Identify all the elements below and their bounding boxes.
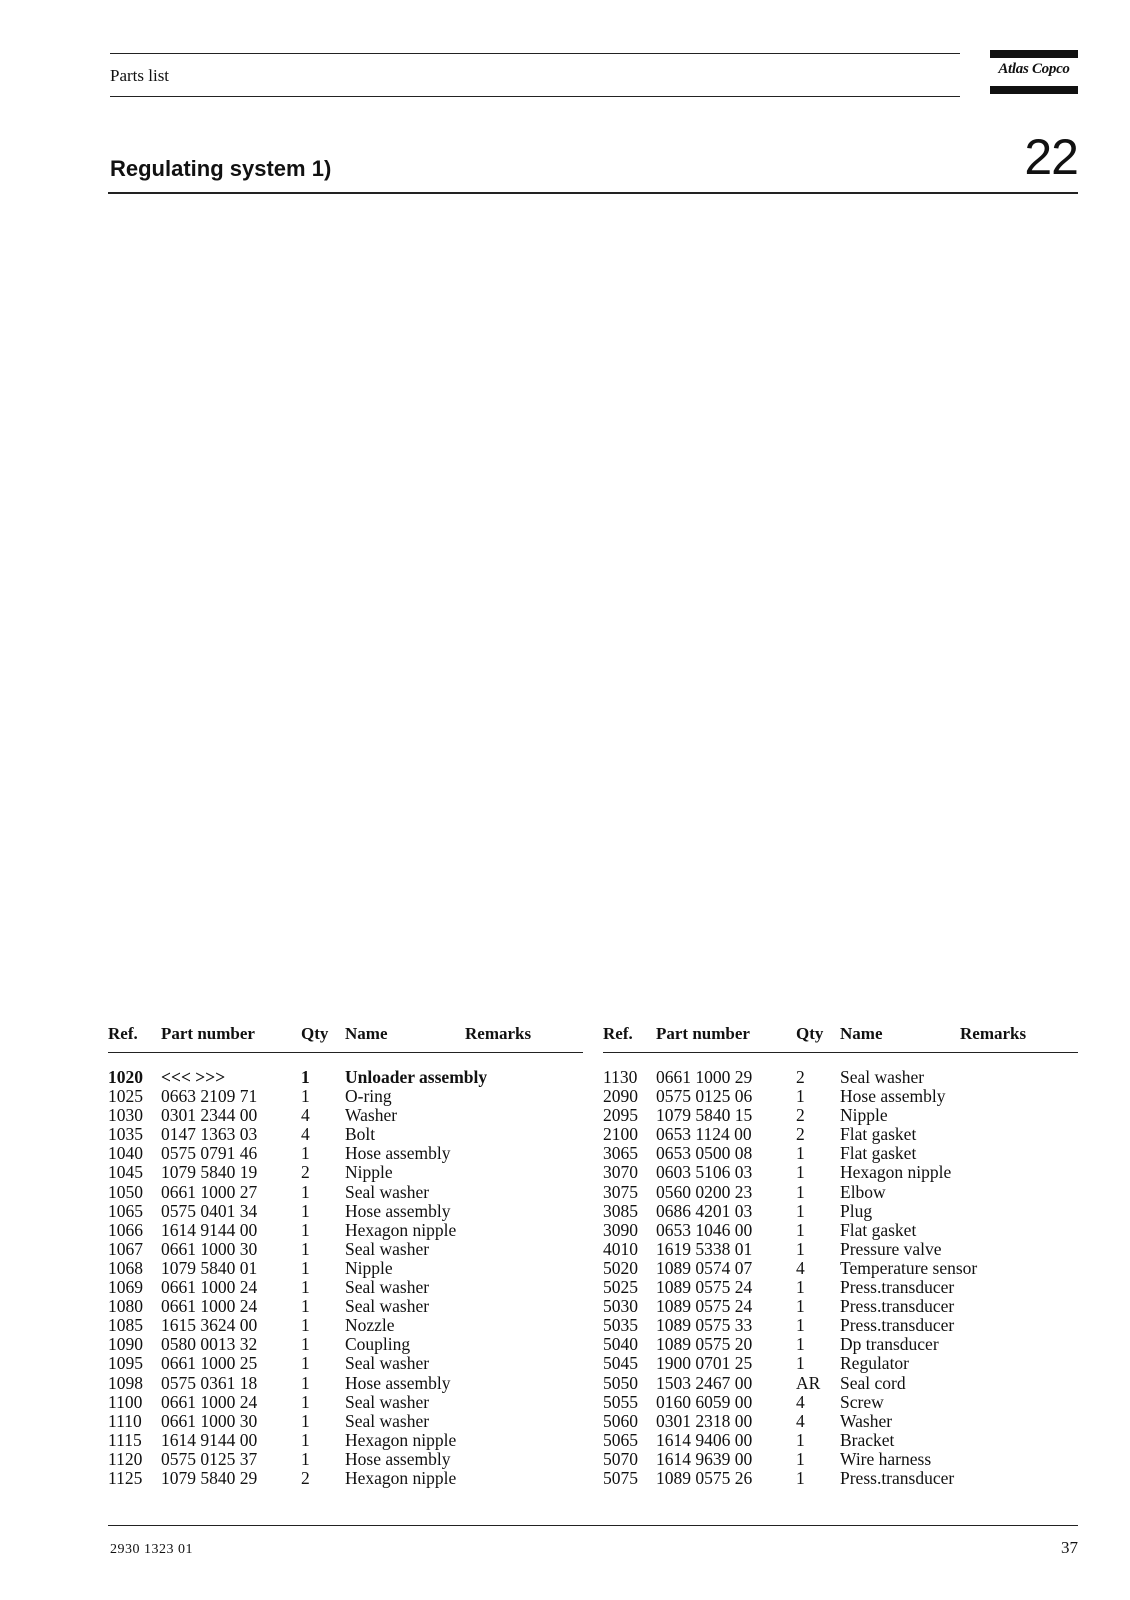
cell-qty: 1 bbox=[796, 1429, 805, 1450]
cell-part-number: 0301 2344 00 bbox=[161, 1105, 258, 1126]
section-number: 22 bbox=[1024, 129, 1078, 185]
cell-name: Hexagon nipple bbox=[345, 1219, 457, 1240]
table-row bbox=[108, 1431, 583, 1450]
cell-part-number: 1614 9144 00 bbox=[161, 1219, 258, 1240]
cell-name: Elbow bbox=[840, 1181, 886, 1202]
table-row bbox=[603, 1469, 1078, 1488]
table-row bbox=[108, 1412, 583, 1431]
table-row bbox=[603, 1393, 1078, 1412]
col-name-header: Name bbox=[345, 1024, 388, 1043]
cell-qty: 1 bbox=[301, 1238, 310, 1259]
cell-ref: 2090 bbox=[603, 1086, 638, 1107]
table-row bbox=[108, 1450, 583, 1469]
cell-name: Bolt bbox=[345, 1124, 376, 1145]
parts-table-right bbox=[603, 1024, 1078, 1488]
footer-page-number: 37 bbox=[1061, 1538, 1078, 1557]
cell-ref: 1068 bbox=[108, 1257, 143, 1278]
cell-name: Seal washer bbox=[840, 1067, 925, 1087]
cell-name: Dp transducer bbox=[840, 1334, 939, 1355]
cell-ref: 3085 bbox=[603, 1200, 638, 1221]
cell-part-number: 0661 1000 30 bbox=[161, 1410, 258, 1431]
cell-part-number: 0663 2109 71 bbox=[161, 1086, 258, 1107]
cell-part-number: 0160 6059 00 bbox=[656, 1391, 753, 1412]
cell-ref: 5040 bbox=[603, 1334, 638, 1355]
table-row bbox=[108, 1469, 583, 1488]
cell-name: O-ring bbox=[345, 1086, 392, 1107]
cell-qty: 1 bbox=[301, 1391, 310, 1412]
cell-part-number: 0686 4201 03 bbox=[656, 1200, 753, 1221]
cell-qty: 2 bbox=[796, 1124, 805, 1145]
cell-qty: 1 bbox=[796, 1162, 805, 1183]
cell-name: Press.transducer bbox=[840, 1315, 955, 1336]
cell-name: Seal washer bbox=[345, 1181, 430, 1202]
cell-ref: 1020 bbox=[108, 1067, 143, 1087]
cell-part-number: 0575 0125 37 bbox=[161, 1448, 258, 1469]
cell-qty: 1 bbox=[301, 1372, 310, 1393]
cell-qty: 1 bbox=[301, 1143, 310, 1164]
cell-qty: 1 bbox=[796, 1086, 805, 1107]
cell-qty: 1 bbox=[301, 1219, 310, 1240]
table-row bbox=[108, 1144, 583, 1163]
cell-name: Seal washer bbox=[345, 1238, 430, 1259]
cell-part-number: 0301 2318 00 bbox=[656, 1410, 753, 1431]
col-name-header: Name bbox=[840, 1024, 883, 1043]
table-row bbox=[603, 1183, 1078, 1202]
cell-qty: 1 bbox=[301, 1277, 310, 1298]
footer-doc-number: 2930 1323 01 bbox=[110, 1542, 193, 1557]
cell-qty: 1 bbox=[796, 1334, 805, 1355]
cell-ref: 1130 bbox=[603, 1067, 638, 1087]
cell-part-number: 0580 0013 32 bbox=[161, 1334, 258, 1355]
cell-qty: 1 bbox=[301, 1353, 310, 1374]
table-row bbox=[603, 1221, 1078, 1240]
cell-name: Washer bbox=[345, 1105, 398, 1126]
cell-name: Press.transducer bbox=[840, 1296, 955, 1317]
cell-ref: 1067 bbox=[108, 1238, 143, 1259]
cell-part-number: 1615 3624 00 bbox=[161, 1315, 258, 1336]
cell-ref: 1115 bbox=[108, 1429, 142, 1450]
section-title: Regulating system 1) bbox=[110, 156, 332, 181]
table-body bbox=[603, 1068, 1078, 1488]
cell-part-number: 0603 5106 03 bbox=[656, 1162, 753, 1183]
cell-name: Seal washer bbox=[345, 1296, 430, 1317]
cell-qty: 4 bbox=[796, 1257, 805, 1278]
cell-part-number: 0661 1000 30 bbox=[161, 1238, 258, 1259]
cell-qty: 4 bbox=[796, 1391, 805, 1412]
cell-part-number: 0575 0125 06 bbox=[656, 1086, 753, 1107]
cell-qty: 1 bbox=[796, 1315, 805, 1336]
cell-part-number: 0653 0500 08 bbox=[656, 1143, 753, 1164]
cell-part-number: 0575 0361 18 bbox=[161, 1372, 258, 1393]
cell-part-number: 1614 9144 00 bbox=[161, 1429, 258, 1450]
table-row bbox=[108, 1221, 583, 1240]
cell-ref: 1069 bbox=[108, 1277, 143, 1298]
cell-ref: 5020 bbox=[603, 1257, 638, 1278]
cell-ref: 1110 bbox=[108, 1410, 142, 1431]
cell-qty: 1 bbox=[301, 1086, 310, 1107]
table-row bbox=[603, 1450, 1078, 1469]
cell-qty: 1 bbox=[301, 1315, 310, 1336]
table-row bbox=[603, 1374, 1078, 1393]
table-row bbox=[108, 1183, 583, 1202]
table-header-rule bbox=[603, 1052, 1078, 1053]
table-row bbox=[603, 1087, 1078, 1106]
cell-part-number: 1900 0701 25 bbox=[656, 1353, 753, 1374]
cell-ref: 1095 bbox=[108, 1353, 143, 1374]
cell-name: Flat gasket bbox=[840, 1219, 917, 1240]
cell-name: Seal washer bbox=[345, 1353, 430, 1374]
table-row bbox=[108, 1125, 583, 1144]
cell-qty: 1 bbox=[796, 1219, 805, 1240]
cell-ref: 5045 bbox=[603, 1353, 638, 1374]
cell-ref: 5060 bbox=[603, 1410, 638, 1431]
cell-part-number: 1089 0575 24 bbox=[656, 1277, 753, 1298]
cell-qty: 2 bbox=[301, 1467, 310, 1488]
cell-name: Hose assembly bbox=[345, 1372, 451, 1393]
section-rule bbox=[108, 192, 1078, 194]
table-row bbox=[108, 1259, 583, 1278]
cell-qty: 1 bbox=[301, 1429, 310, 1450]
cell-part-number: 1079 5840 15 bbox=[656, 1105, 753, 1126]
header-top-rule bbox=[110, 53, 960, 54]
col-part-number-header: Part number bbox=[161, 1024, 255, 1043]
cell-ref: 3065 bbox=[603, 1143, 638, 1164]
cell-ref: 1040 bbox=[108, 1143, 143, 1164]
table-row bbox=[603, 1202, 1078, 1221]
cell-qty: 1 bbox=[796, 1467, 805, 1488]
table-row bbox=[108, 1163, 583, 1182]
cell-name: Hexagon nipple bbox=[840, 1162, 952, 1183]
cell-ref: 2095 bbox=[603, 1105, 638, 1126]
cell-ref: 1025 bbox=[108, 1086, 143, 1107]
cell-part-number: 1614 9639 00 bbox=[656, 1448, 753, 1469]
cell-qty: 1 bbox=[796, 1296, 805, 1317]
table-row bbox=[603, 1068, 1078, 1087]
cell-qty: 4 bbox=[301, 1105, 310, 1126]
cell-name: Hose assembly bbox=[345, 1448, 451, 1469]
cell-qty: 1 bbox=[301, 1257, 310, 1278]
cell-name: Unloader assembly bbox=[345, 1067, 488, 1087]
table-header bbox=[108, 1024, 583, 1052]
parts-table-left bbox=[108, 1024, 583, 1488]
cell-name: Coupling bbox=[345, 1334, 411, 1355]
table-header bbox=[603, 1024, 1078, 1052]
cell-name: Washer bbox=[840, 1410, 893, 1431]
table-row bbox=[603, 1163, 1078, 1182]
cell-name: Seal cord bbox=[840, 1372, 906, 1393]
cell-name: Pressure valve bbox=[840, 1238, 942, 1259]
cell-qty: 1 bbox=[796, 1181, 805, 1202]
cell-qty: 1 bbox=[301, 1296, 310, 1317]
cell-ref: 1090 bbox=[108, 1334, 143, 1355]
cell-part-number: 1089 0574 07 bbox=[656, 1257, 753, 1278]
cell-part-number: 0575 0401 34 bbox=[161, 1200, 258, 1221]
cell-name: Seal washer bbox=[345, 1410, 430, 1431]
cell-ref: 3090 bbox=[603, 1219, 638, 1240]
logo-bar-bottom bbox=[990, 86, 1078, 94]
cell-qty: 2 bbox=[796, 1067, 805, 1087]
atlas-copco-logo bbox=[990, 50, 1078, 94]
cell-part-number: 0653 1046 00 bbox=[656, 1219, 753, 1240]
cell-part-number: 0661 1000 24 bbox=[161, 1277, 258, 1298]
col-qty-header: Qty bbox=[301, 1024, 329, 1043]
table-row bbox=[108, 1393, 583, 1412]
cell-ref: 5025 bbox=[603, 1277, 638, 1298]
cell-part-number: 0661 1000 29 bbox=[656, 1067, 753, 1087]
cell-qty: 1 bbox=[796, 1238, 805, 1259]
cell-ref: 1065 bbox=[108, 1200, 143, 1221]
cell-ref: 5050 bbox=[603, 1372, 638, 1393]
cell-part-number: 1614 9406 00 bbox=[656, 1429, 753, 1450]
cell-part-number: 1079 5840 19 bbox=[161, 1162, 258, 1183]
cell-name: Flat gasket bbox=[840, 1143, 917, 1164]
table-row bbox=[108, 1297, 583, 1316]
cell-ref: 5070 bbox=[603, 1448, 638, 1469]
cell-name: Hexagon nipple bbox=[345, 1429, 457, 1450]
cell-ref: 4010 bbox=[603, 1238, 638, 1259]
cell-qty: 1 bbox=[796, 1353, 805, 1374]
cell-ref: 1100 bbox=[108, 1391, 143, 1412]
table-row bbox=[603, 1431, 1078, 1450]
header-bottom-rule bbox=[110, 96, 960, 97]
cell-ref: 1120 bbox=[108, 1448, 143, 1469]
table-header-rule bbox=[108, 1052, 583, 1053]
col-qty-header: Qty bbox=[796, 1024, 824, 1043]
cell-qty: 1 bbox=[301, 1334, 310, 1355]
cell-ref: 1085 bbox=[108, 1315, 143, 1336]
cell-name: Hexagon nipple bbox=[345, 1467, 457, 1488]
cell-name: Temperature sensor bbox=[840, 1257, 978, 1278]
cell-ref: 5055 bbox=[603, 1391, 638, 1412]
cell-qty: 1 bbox=[301, 1181, 310, 1202]
table-row bbox=[603, 1144, 1078, 1163]
table-row bbox=[603, 1316, 1078, 1335]
col-ref-header: Ref. bbox=[603, 1024, 633, 1043]
cell-part-number: 0575 0791 46 bbox=[161, 1143, 258, 1164]
cell-name: Seal washer bbox=[345, 1391, 430, 1412]
cell-ref: 5075 bbox=[603, 1467, 638, 1488]
cell-ref: 5035 bbox=[603, 1315, 638, 1336]
cell-ref: 1066 bbox=[108, 1219, 143, 1240]
cell-ref: 2100 bbox=[603, 1124, 638, 1145]
table-row bbox=[108, 1335, 583, 1354]
cell-name: Nipple bbox=[345, 1162, 393, 1183]
cell-name: Nipple bbox=[345, 1257, 393, 1278]
cell-part-number: 0661 1000 24 bbox=[161, 1391, 258, 1412]
cell-qty: 4 bbox=[301, 1124, 310, 1145]
cell-part-number: 1089 0575 26 bbox=[656, 1467, 753, 1488]
cell-ref: 1030 bbox=[108, 1105, 143, 1126]
cell-name: Bracket bbox=[840, 1429, 895, 1450]
cell-part-number: 1079 5840 29 bbox=[161, 1467, 258, 1488]
cell-ref: 1035 bbox=[108, 1124, 143, 1145]
cell-name: Nozzle bbox=[345, 1315, 395, 1336]
logo-bar-top bbox=[990, 50, 1078, 58]
cell-name: Hose assembly bbox=[345, 1143, 451, 1164]
col-ref-header: Ref. bbox=[108, 1024, 138, 1043]
cell-name: Hose assembly bbox=[345, 1200, 451, 1221]
cell-ref: 1098 bbox=[108, 1372, 143, 1393]
cell-name: Press.transducer bbox=[840, 1467, 955, 1488]
cell-qty: 1 bbox=[301, 1067, 310, 1087]
cell-ref: 3075 bbox=[603, 1181, 638, 1202]
table-row bbox=[108, 1316, 583, 1335]
cell-ref: 1050 bbox=[108, 1181, 143, 1202]
cell-name: Flat gasket bbox=[840, 1124, 917, 1145]
cell-ref: 5030 bbox=[603, 1296, 638, 1317]
logo-text: Atlas Copco bbox=[998, 61, 1070, 77]
cell-part-number: 1089 0575 24 bbox=[656, 1296, 753, 1317]
cell-part-number: <<< >>> bbox=[161, 1067, 226, 1087]
table-row bbox=[603, 1278, 1078, 1297]
cell-part-number: 1089 0575 20 bbox=[656, 1334, 753, 1355]
cell-name: Wire harness bbox=[840, 1448, 932, 1469]
table-row bbox=[108, 1374, 583, 1393]
cell-part-number: 0661 1000 24 bbox=[161, 1296, 258, 1317]
table-row bbox=[603, 1125, 1078, 1144]
table-row bbox=[603, 1240, 1078, 1259]
cell-part-number: 0560 0200 23 bbox=[656, 1181, 753, 1202]
table-row bbox=[108, 1240, 583, 1259]
table-row bbox=[603, 1335, 1078, 1354]
table-row bbox=[108, 1278, 583, 1297]
cell-qty: 1 bbox=[301, 1410, 310, 1431]
col-remarks-header: Remarks bbox=[465, 1024, 532, 1043]
cell-qty: AR bbox=[796, 1372, 821, 1393]
cell-part-number: 0147 1363 03 bbox=[161, 1124, 258, 1145]
cell-ref: 1045 bbox=[108, 1162, 143, 1183]
col-part-number-header: Part number bbox=[656, 1024, 750, 1043]
cell-name: Seal washer bbox=[345, 1277, 430, 1298]
footer-rule bbox=[108, 1525, 1078, 1526]
table-row bbox=[603, 1412, 1078, 1431]
table-row bbox=[603, 1354, 1078, 1373]
table-body bbox=[108, 1068, 583, 1488]
cell-qty: 1 bbox=[301, 1448, 310, 1469]
cell-name: Press.transducer bbox=[840, 1277, 955, 1298]
cell-qty: 4 bbox=[796, 1410, 805, 1431]
cell-ref: 1125 bbox=[108, 1467, 143, 1488]
cell-qty: 1 bbox=[796, 1143, 805, 1164]
cell-name: Hose assembly bbox=[840, 1086, 946, 1107]
cell-qty: 2 bbox=[301, 1162, 310, 1183]
cell-part-number: 0661 1000 27 bbox=[161, 1181, 258, 1202]
cell-qty: 1 bbox=[796, 1277, 805, 1298]
cell-name: Nipple bbox=[840, 1105, 888, 1126]
cell-name: Plug bbox=[840, 1200, 873, 1221]
table-row bbox=[603, 1259, 1078, 1278]
cell-qty: 1 bbox=[796, 1200, 805, 1221]
cell-name: Screw bbox=[840, 1391, 884, 1412]
cell-qty: 2 bbox=[796, 1105, 805, 1126]
cell-ref: 3070 bbox=[603, 1162, 638, 1183]
cell-ref: 5065 bbox=[603, 1429, 638, 1450]
table-row bbox=[108, 1068, 583, 1087]
cell-part-number: 1079 5840 01 bbox=[161, 1257, 258, 1278]
cell-name: Regulator bbox=[840, 1353, 910, 1374]
table-row bbox=[108, 1354, 583, 1373]
cell-part-number: 0653 1124 00 bbox=[656, 1124, 752, 1145]
cell-part-number: 1503 2467 00 bbox=[656, 1372, 753, 1393]
table-row bbox=[108, 1087, 583, 1106]
col-remarks-header: Remarks bbox=[960, 1024, 1027, 1043]
cell-part-number: 1619 5338 01 bbox=[656, 1238, 753, 1259]
cell-ref: 1080 bbox=[108, 1296, 143, 1317]
table-row bbox=[603, 1297, 1078, 1316]
table-row bbox=[108, 1106, 583, 1125]
table-row bbox=[603, 1106, 1078, 1125]
table-row bbox=[108, 1202, 583, 1221]
cell-qty: 1 bbox=[301, 1200, 310, 1221]
cell-part-number: 0661 1000 25 bbox=[161, 1353, 258, 1374]
cell-part-number: 1089 0575 33 bbox=[656, 1315, 753, 1336]
cell-qty: 1 bbox=[796, 1448, 805, 1469]
header-label: Parts list bbox=[110, 66, 170, 85]
